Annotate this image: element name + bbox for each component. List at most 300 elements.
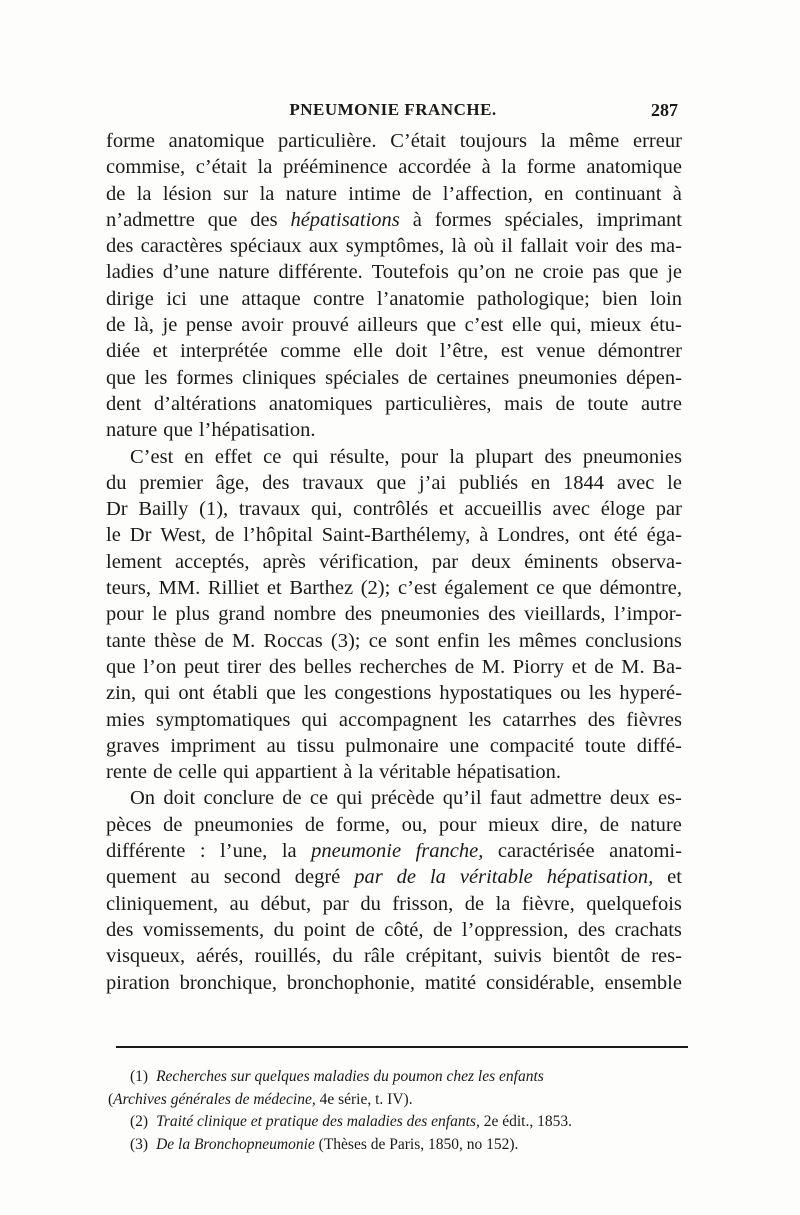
text-line <box>106 470 682 496</box>
text-line <box>106 365 682 391</box>
word: Barthez <box>289 577 354 600</box>
word: mies <box>106 708 145 731</box>
text-line <box>106 654 682 680</box>
word: ici <box>166 287 187 310</box>
word: degré <box>294 866 341 889</box>
word: éminents <box>524 550 599 573</box>
word: es- <box>657 787 682 810</box>
word: de <box>620 945 641 968</box>
word: vieillards, <box>524 603 606 626</box>
word: pour <box>438 813 477 836</box>
text-line <box>106 970 682 996</box>
word: graves <box>106 734 160 757</box>
word: que <box>376 471 407 494</box>
word: MM. <box>158 577 201 600</box>
word: véritable <box>459 866 533 889</box>
word: teurs, <box>106 577 151 600</box>
word: congestions <box>334 682 432 705</box>
word: ma- <box>650 235 682 258</box>
word: Bailly <box>138 498 189 521</box>
page-header <box>108 100 678 126</box>
word: des <box>544 445 572 468</box>
word: toujours <box>459 130 527 152</box>
word: les <box>468 708 492 731</box>
word: considérable, <box>485 971 595 994</box>
word: res- <box>651 945 682 968</box>
word: matité <box>424 971 477 994</box>
word: pour <box>400 445 439 468</box>
word: du <box>106 471 127 494</box>
word: ce <box>309 787 329 810</box>
word: de <box>594 655 614 678</box>
word: contrôlés <box>353 498 429 521</box>
word: spéciales <box>325 366 400 389</box>
word: râle <box>363 945 395 968</box>
word: qui <box>144 682 171 705</box>
word: précède <box>370 787 435 810</box>
word: l’on <box>143 655 177 678</box>
text-line <box>106 417 682 443</box>
word: loin <box>650 287 682 310</box>
word: pneumonies <box>518 366 618 389</box>
word: conclusions <box>585 629 682 652</box>
word: où <box>473 235 495 258</box>
word: tissu <box>296 734 335 757</box>
word: anatomique <box>168 130 265 152</box>
word: par <box>354 866 383 889</box>
word: les <box>487 629 511 652</box>
word: de <box>106 182 126 205</box>
text-line <box>106 207 682 233</box>
word: la <box>540 130 556 152</box>
word: forme <box>526 156 576 179</box>
word: premier <box>139 471 204 494</box>
word: avoir <box>241 314 284 337</box>
word: 1844 <box>563 471 605 494</box>
word: le <box>106 524 121 547</box>
text-line <box>106 785 682 811</box>
word: éga- <box>646 524 682 547</box>
word: est <box>500 340 524 363</box>
word: de <box>599 813 619 836</box>
text-line <box>106 628 682 654</box>
word: imprimant <box>596 208 682 231</box>
text-line <box>106 864 682 890</box>
word: éloge <box>600 498 646 521</box>
word: West, <box>160 524 207 547</box>
word: prouvé <box>291 314 349 337</box>
word: tante <box>106 629 146 652</box>
word: admettre <box>529 787 602 810</box>
word: fallait <box>520 235 568 258</box>
word: M. <box>231 629 256 652</box>
word: des <box>262 471 290 494</box>
word: formes <box>176 366 234 389</box>
word: grand <box>218 603 265 626</box>
text-line <box>106 733 682 759</box>
word: particulière. <box>278 130 377 152</box>
word: je <box>667 261 682 284</box>
word: démontre, <box>599 577 682 600</box>
footnote-title: De la Bronchopneumonie <box>156 1135 315 1153</box>
word: et <box>667 866 682 889</box>
word: il <box>501 235 513 258</box>
word: ladies <box>106 261 154 284</box>
text-line <box>106 154 682 180</box>
word: frisson, <box>392 892 454 915</box>
word: d’altérations <box>153 392 257 415</box>
word: résulte, <box>329 445 390 468</box>
word: des <box>250 208 278 231</box>
text-line <box>106 259 682 285</box>
word: erreur <box>632 130 682 152</box>
word: différente. <box>278 261 363 284</box>
word: contre <box>313 287 365 310</box>
word: en <box>530 471 551 494</box>
word: le <box>152 603 167 626</box>
word: début, <box>260 892 312 915</box>
word: acceptés, <box>174 550 250 573</box>
word: l’hépatisation. <box>198 419 316 442</box>
word: bien <box>602 287 638 310</box>
word: une <box>449 734 480 757</box>
word: à <box>481 156 491 179</box>
word: ne <box>514 261 534 284</box>
word: intime <box>348 182 401 205</box>
word: Roccas <box>263 629 323 652</box>
word: bronchophonie, <box>286 971 415 994</box>
word: la <box>449 445 465 468</box>
word: plus <box>175 603 210 626</box>
word: l’une, <box>220 840 268 863</box>
word: nature <box>630 813 682 836</box>
word: du <box>360 892 381 915</box>
word: franche, <box>415 840 484 863</box>
word: catarrhes <box>502 708 577 731</box>
word: M. <box>621 655 645 678</box>
word: tirer <box>227 655 262 678</box>
text-line <box>106 286 682 312</box>
word: que <box>106 655 136 678</box>
footnotes <box>108 1066 688 1156</box>
word: la <box>136 182 152 205</box>
word: la <box>501 156 517 179</box>
word: et <box>266 577 282 600</box>
word: avec <box>616 471 655 494</box>
word: c’était <box>195 156 247 179</box>
word: travaux <box>238 498 301 521</box>
word: anatomique <box>586 156 682 179</box>
word: elle <box>353 340 383 363</box>
word: nature <box>285 182 337 205</box>
word: la <box>259 182 275 205</box>
word: là, <box>133 314 154 337</box>
word: mieux <box>590 314 642 337</box>
word: de <box>454 655 475 678</box>
word: et <box>152 340 168 363</box>
word: là <box>451 235 467 258</box>
word: une <box>199 287 229 310</box>
word: que <box>106 366 136 389</box>
word: et <box>571 655 587 678</box>
word: de <box>215 524 235 547</box>
word: des <box>106 918 134 941</box>
word: certaines <box>436 366 510 389</box>
word: deux <box>609 787 650 810</box>
text-line <box>106 522 682 548</box>
word: au <box>266 734 286 757</box>
word: c’est <box>464 314 504 337</box>
word: les <box>588 682 612 705</box>
word: différente <box>106 840 186 863</box>
word: toute <box>584 734 626 757</box>
word: dire, <box>550 813 588 836</box>
word: de <box>282 787 302 810</box>
word: effet <box>214 445 253 468</box>
word: par <box>322 892 349 915</box>
text-line <box>106 128 682 154</box>
word: diffé- <box>636 734 682 757</box>
word: démontrer <box>597 340 682 363</box>
word: après <box>262 550 306 573</box>
text-line <box>106 338 682 364</box>
text-line <box>106 549 682 575</box>
word: zin, <box>106 682 137 705</box>
word: ensemble <box>604 971 682 994</box>
word: caractères <box>140 235 223 258</box>
word: par <box>655 498 682 521</box>
word: même <box>569 130 620 152</box>
word: Piorry <box>512 655 565 678</box>
word: lésion <box>162 182 212 205</box>
text-line <box>106 575 682 601</box>
word: conclure <box>203 787 275 810</box>
word: (1), <box>199 498 229 521</box>
word: celle <box>178 761 218 784</box>
footnote: (Archives générales de médecine, 4e série, t. IV). <box>108 1090 413 1108</box>
word: observa- <box>611 550 682 573</box>
word: Toutefois <box>371 261 449 284</box>
word: hypostatiques <box>439 682 553 705</box>
word: aérés, <box>196 945 244 968</box>
word: des <box>344 603 373 626</box>
word: anatomiques <box>268 392 373 415</box>
word: lement <box>106 550 162 573</box>
word: hyperé- <box>619 682 682 705</box>
word: de <box>304 813 325 836</box>
word: par <box>431 550 459 573</box>
word: hépatisations <box>290 208 400 231</box>
word: ce <box>536 577 555 600</box>
footnote-number: (3) <box>130 1135 149 1153</box>
word: ce <box>263 445 282 468</box>
word: au <box>229 892 249 915</box>
word: plupart <box>475 445 534 468</box>
word: établi <box>212 682 259 705</box>
word: cliniquement, <box>106 892 219 915</box>
word: (2); <box>360 577 391 600</box>
word: venue <box>536 340 586 363</box>
text-line <box>106 601 682 627</box>
word: les <box>303 682 327 705</box>
word: vomissements, <box>142 918 265 941</box>
word: avec <box>552 498 590 521</box>
word: que <box>163 419 193 442</box>
word: la <box>358 761 374 784</box>
word: pense <box>185 314 233 337</box>
word: forme <box>106 130 155 152</box>
word: Dr <box>106 498 128 521</box>
word: pèces <box>106 813 152 836</box>
word: que <box>426 314 457 337</box>
text-line <box>106 917 682 943</box>
word: étu- <box>649 314 682 337</box>
word: l’être, <box>439 340 489 363</box>
body-text <box>106 128 682 996</box>
word: recherches <box>359 655 448 678</box>
footnote-title: Archives générales de médecine, <box>113 1090 316 1108</box>
word: de <box>204 629 224 652</box>
footnote-rule <box>116 1046 688 1048</box>
word: pathologique; <box>477 287 590 310</box>
word: (3); <box>330 629 361 652</box>
word: ont <box>178 682 205 705</box>
word: également <box>444 577 529 600</box>
word: de <box>412 182 432 205</box>
word: dépen- <box>626 366 682 389</box>
word: toute <box>587 392 629 415</box>
word: âge, <box>215 471 250 494</box>
word: de <box>396 866 417 889</box>
text-line <box>106 759 682 785</box>
word: Dr <box>129 524 152 547</box>
word: particulières, <box>385 392 492 415</box>
word: Londres, <box>497 524 570 547</box>
word: qui <box>301 708 328 731</box>
word: de <box>355 918 375 941</box>
word: côté, <box>384 918 424 941</box>
word: commise, <box>106 156 186 179</box>
word: forme, <box>335 813 390 836</box>
word: prééminence <box>282 156 388 179</box>
word: que <box>266 682 296 705</box>
word: visqueux, <box>106 945 186 968</box>
word: rouillés, <box>254 945 322 968</box>
word: On <box>130 787 156 810</box>
word: bronchique, <box>179 971 277 994</box>
word: à <box>343 761 353 784</box>
word: point <box>303 918 346 941</box>
word: et <box>438 498 454 521</box>
word: diée <box>106 340 141 363</box>
word: l’anatomie <box>376 287 465 310</box>
word: symptomatiques <box>155 708 291 731</box>
word: en <box>184 445 204 468</box>
text-line <box>106 391 682 417</box>
word: du <box>332 945 353 968</box>
word: accordée <box>398 156 472 179</box>
word: à <box>479 524 489 547</box>
text-line <box>106 181 682 207</box>
word: que <box>207 208 238 231</box>
word: appartient <box>255 761 338 784</box>
word: qu’on <box>457 261 506 284</box>
word: des <box>268 655 297 678</box>
word: continuant <box>574 182 662 205</box>
text-line <box>106 496 682 522</box>
word: C’est <box>130 445 174 468</box>
word: l’impor- <box>614 603 682 626</box>
word: aux <box>308 235 339 258</box>
word: vérification, <box>319 550 419 573</box>
word: qu’il <box>442 787 482 810</box>
word: sur <box>223 182 249 205</box>
word: autre <box>640 392 682 415</box>
word: véritable <box>379 761 451 784</box>
word: de <box>433 918 453 941</box>
word: la <box>429 866 446 889</box>
word: ce <box>368 629 387 652</box>
word: à <box>412 208 422 231</box>
word: belles <box>303 655 352 678</box>
word: c’est <box>398 577 437 600</box>
word: de <box>464 892 485 915</box>
word: qui <box>292 445 319 468</box>
word: de <box>152 761 173 784</box>
word: dent <box>106 392 142 415</box>
running-title: PNEUMONIE FRANCHE. <box>289 100 497 119</box>
word: la <box>281 840 297 863</box>
word: quement <box>106 866 177 889</box>
word: Ba- <box>652 655 682 678</box>
word: d’une <box>162 261 210 284</box>
text-line <box>106 838 682 864</box>
word: cliniques <box>242 366 317 389</box>
word: piration <box>106 971 170 994</box>
word: ont <box>578 524 605 547</box>
word: hépatisation. <box>456 761 562 784</box>
word: fièvre, <box>521 892 575 915</box>
word: elle <box>511 314 542 337</box>
word: l’hôpital <box>243 524 313 547</box>
word: Rilliet <box>207 577 260 600</box>
word: nombre <box>273 603 337 626</box>
word: au <box>190 866 210 889</box>
word: rente <box>106 761 147 784</box>
text-line <box>106 891 682 917</box>
word: formes <box>434 208 492 231</box>
page-number: 287 <box>651 100 678 120</box>
word: compacité <box>489 734 575 757</box>
text-line <box>106 680 682 706</box>
word: j’ai <box>418 471 447 494</box>
word: qui, <box>550 314 582 337</box>
word: bientôt <box>552 945 610 968</box>
word: des <box>587 708 616 731</box>
word: croie <box>542 261 584 284</box>
word: faut <box>489 787 522 810</box>
footnote <box>108 1066 688 1089</box>
footnote-number: (1) <box>130 1068 149 1085</box>
word: l’affection, <box>442 182 533 205</box>
word: spéciaux <box>229 235 302 258</box>
word: à <box>672 182 682 205</box>
word: enfin <box>437 629 480 652</box>
word: que <box>562 577 592 600</box>
word: l’oppression, <box>461 918 569 941</box>
word: comme <box>280 340 341 363</box>
footnote-number: (2) <box>130 1113 149 1130</box>
